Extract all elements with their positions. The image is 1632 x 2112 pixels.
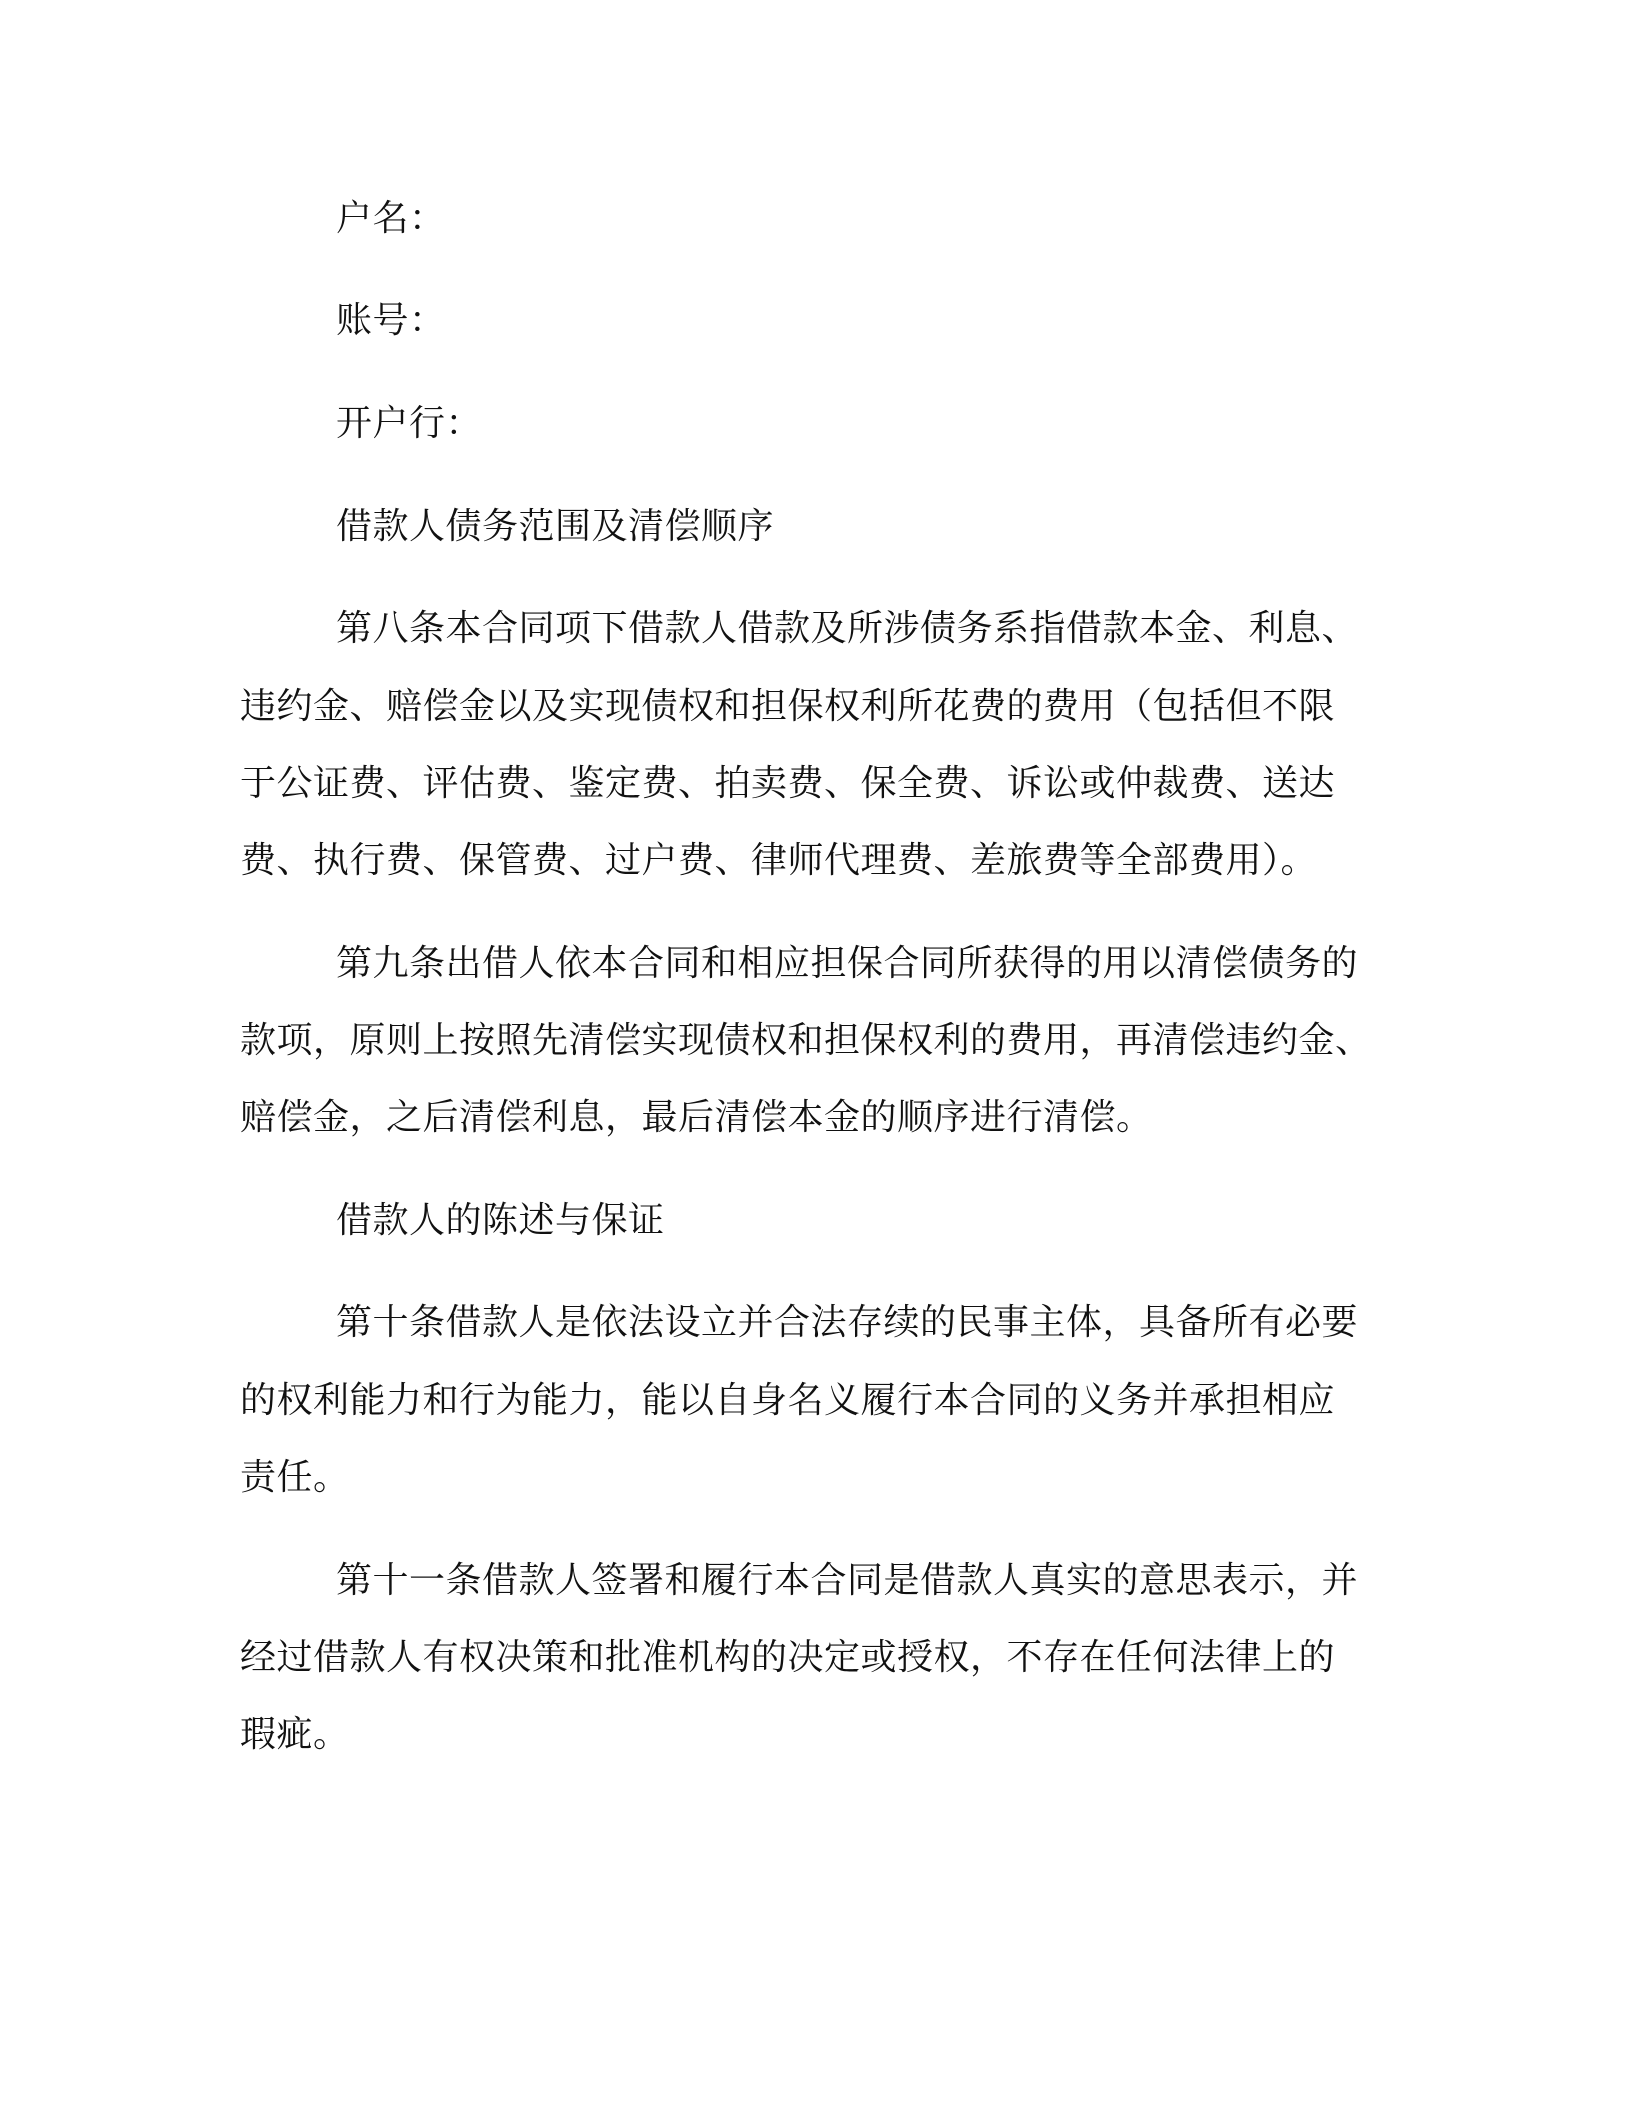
article-8-line-1: 第八条本合同项下借款人借款及所涉债务系指借款本金、利息、: [336, 608, 1359, 649]
article-8-line-3: 于公证费、评估费、鉴定费、拍卖费、保全费、诉讼或仲裁费、送达: [240, 763, 1336, 804]
article-8-line-4: 费、执行费、保管费、过户费、律师代理费、差旅费等全部费用）。: [240, 840, 1318, 881]
section-heading-representations: 借款人的陈述与保证: [336, 1200, 665, 1241]
article-9-line-3: 赔偿金，之后清偿利息，最后清偿本金的顺序进行清偿。: [240, 1097, 1153, 1138]
article-9-line-1: 第九条出借人依本合同和相应担保合同所获得的用以清偿债务的: [336, 943, 1359, 984]
article-9-line-2: 款项，原则上按照先清偿实现债权和担保权利的费用，再清偿违约金、: [240, 1020, 1372, 1061]
article-11-line-1: 第十一条借款人签署和履行本合同是借款人真实的意思表示，并: [336, 1560, 1359, 1601]
article-11-line-3: 瑕疵。: [240, 1714, 350, 1755]
article-10-line-2: 的权利能力和行为能力，能以自身名义履行本合同的义务并承担相应: [240, 1380, 1336, 1421]
account-name-label: 户名：: [336, 198, 446, 239]
bank-label: 开户行：: [336, 403, 483, 444]
account-number-label: 账号：: [336, 300, 446, 341]
article-8-line-2: 违约金、赔偿金以及实现债权和担保权利所花费的费用（包括但不限: [240, 686, 1336, 727]
article-10-line-1: 第十条借款人是依法设立并合法存续的民事主体，具备所有必要: [336, 1302, 1359, 1343]
section-heading-debt-scope: 借款人债务范围及清偿顺序: [336, 506, 775, 547]
article-11-line-2: 经过借款人有权决策和批准机构的决定或授权，不存在任何法律上的: [240, 1637, 1336, 1678]
article-10-line-3: 责任。: [240, 1457, 350, 1498]
